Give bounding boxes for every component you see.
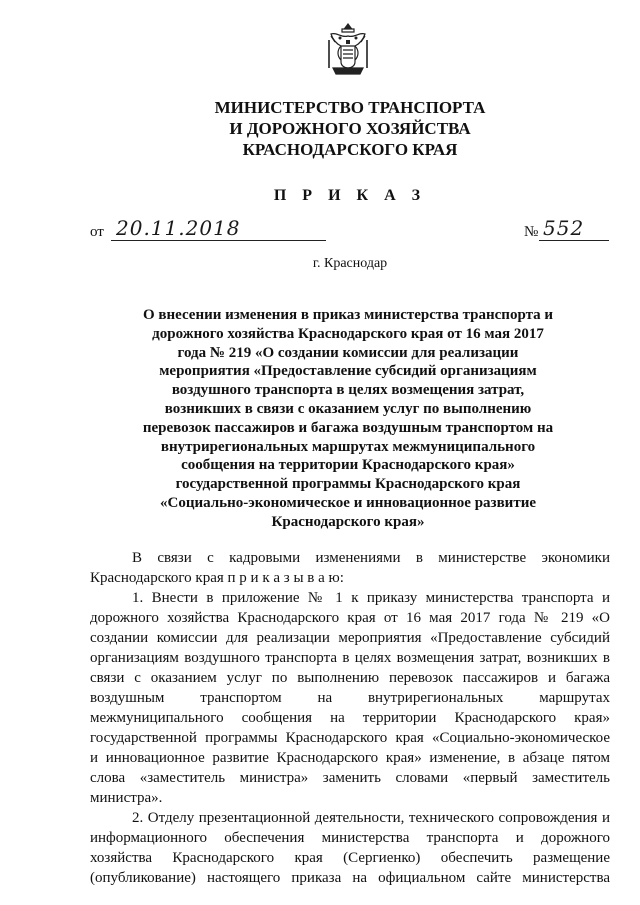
- body-line: организациям воздушного транспорта в целях возмещения затрат, возникших в: [90, 650, 610, 666]
- order-body: [90, 548, 610, 888]
- order-title: П Р И К А З: [273, 187, 427, 204]
- subject-line: сообщения на территории Краснодарского края»: [181, 457, 515, 474]
- body-line: слова «заместитель министра» заменить словами «первый заместитель: [90, 770, 610, 786]
- body-line: (опубликование) настоящего приказа на официальном сайте министерства: [90, 870, 610, 886]
- body-line: создании комиссии для реализации мероприятия «Предоставление субсидий: [90, 630, 610, 646]
- number-underline: [539, 240, 609, 241]
- subject-line: «Социально-экономическое и инновационное развитие: [160, 494, 536, 511]
- ministry-line: МИНИСТЕРСТВО ТРАНСПОРТА: [214, 98, 486, 117]
- order-date: 20.11.2018: [116, 216, 241, 240]
- body-line: хозяйства Краснодарского края (Сергиенко) обеспечить размещение: [90, 850, 610, 866]
- ministry-name: [100, 97, 600, 160]
- subject-line: перевозок пассажиров и багажа воздушным транспортом на: [142, 419, 554, 436]
- body-line: В связи с кадровыми изменениями в министерстве экономики: [132, 550, 610, 566]
- date-underline: [111, 240, 326, 241]
- ministry-line: И ДОРОЖНОГО ХОЗЯЙСТВА: [229, 119, 471, 138]
- subject-line: государственной программы Краснодарского края: [175, 476, 521, 493]
- subject-line: года № 219 «О создании комиссии для реализации: [177, 344, 519, 361]
- date-prefix: от: [90, 224, 104, 240]
- subject-line: мероприятия «Предоставление субсидий организациям: [159, 363, 537, 380]
- order-subject: [120, 306, 576, 532]
- body-line: 1. Внести в приложение № 1 к приказу министерства транспорта и: [132, 590, 610, 606]
- body-line: и инновационное развитие Краснодарского края» изменение, в абзаце пятом: [90, 750, 610, 766]
- body-line: дорожного хозяйства Краснодарского края от 16 мая 2017 года № 219 «О: [90, 610, 610, 626]
- order-number: 552: [543, 216, 585, 240]
- subject-line: воздушного транспорта в целях возмещения затрат,: [171, 382, 525, 399]
- body-line: информационного обеспечения министерства транспорта и дорожного: [90, 830, 610, 846]
- body-line: министра».: [90, 790, 163, 806]
- city: г. Краснодар: [312, 256, 388, 271]
- body-line: связи с оказанием услуг по выполнению перевозок пассажиров и багажа: [90, 670, 610, 686]
- number-prefix: №: [524, 224, 539, 240]
- body-line: Краснодарского края п р и к а з ы в а ю:: [90, 570, 344, 586]
- body-line: 2. Отделу презентационной деятельности, технического сопровождения и: [132, 810, 610, 826]
- body-line: воздушным транспортом на внутрирегиональных маршрутах: [90, 690, 610, 706]
- ministry-line: КРАСНОДАРСКОГО КРАЯ: [242, 140, 458, 159]
- order-date-number-row: [90, 218, 610, 242]
- subject-line: внутрирегиональных маршрутах межмуниципального: [160, 438, 536, 455]
- subject-line: О внесении изменения в приказ министерства транспорта и: [142, 307, 554, 323]
- coat-of-arms-icon: [323, 20, 373, 80]
- body-line: государственной программы Краснодарского края «Социально-экономическое: [90, 730, 610, 746]
- subject-line: дорожного хозяйства Краснодарского края от 16 мая 2017: [152, 325, 544, 342]
- subject-line: Краснодарского края»: [271, 513, 425, 530]
- body-line: межмуниципального сообщения на территории Краснодарского края»: [90, 710, 610, 726]
- subject-line: возникших в связи с оказанием услуг по выполнению: [164, 400, 532, 417]
